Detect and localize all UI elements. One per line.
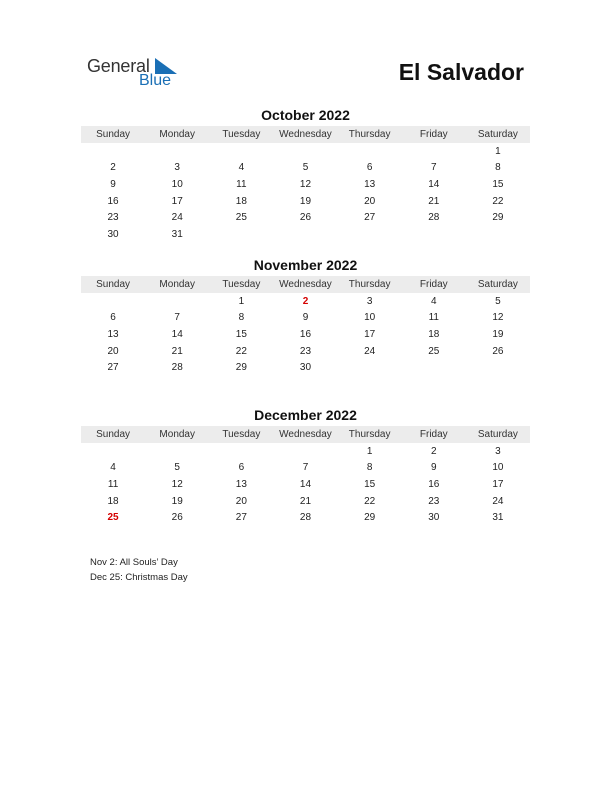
day-cell: 30 [107,228,119,240]
day-cell: 1 [495,145,501,157]
day-cell: 29 [235,362,247,374]
day-cell: 1 [238,295,245,307]
week-row [81,476,530,493]
holiday-notes [90,556,188,585]
day-cell: 7 [430,162,437,174]
day-cell: 14 [171,328,183,340]
day-cell: 7 [302,462,309,474]
weekday-label: Saturday [477,279,518,290]
day-cell: 3 [495,445,501,457]
day-cell: 18 [107,495,119,507]
day-cell: 22 [492,195,504,207]
day-cell: 31 [171,228,183,240]
day-cell: 27 [364,212,376,224]
day-cell: 5 [302,162,309,174]
day-cell: 8 [238,312,245,324]
weekday-header [81,276,530,293]
weekday-label: Wednesday [279,429,332,440]
day-cell: 4 [430,295,437,307]
month-title: December 2022 [254,407,357,423]
holiday-day-cell: 25 [107,512,119,524]
day-cell: 30 [428,512,440,524]
day-cell: 4 [110,462,116,474]
day-cell: 24 [171,212,183,224]
day-cell: 7 [174,312,180,324]
weekday-label: Monday [159,279,195,290]
weekday-label: Saturday [477,129,518,140]
day-cell: 16 [299,328,312,340]
week-row [81,493,530,510]
weekday-label: Wednesday [279,129,332,140]
week-row [81,226,530,243]
day-cell: 25 [235,212,247,224]
day-cell: 28 [171,362,183,374]
weekday-label: Monday [159,129,195,140]
day-cell: 14 [428,178,440,190]
day-cell: 21 [299,495,312,507]
day-cell: 23 [428,495,440,507]
day-cell: 25 [428,345,440,357]
day-cell: 28 [428,212,440,224]
day-cell: 16 [107,195,119,207]
day-cell: 20 [364,195,376,207]
day-cell: 19 [299,195,312,207]
day-cell: 3 [174,162,180,174]
weekday-label: Thursday [348,279,391,290]
week-row [81,460,530,477]
week-row [81,509,530,526]
week-row [81,326,530,343]
holiday-day-cell: 2 [302,295,309,307]
week-row [81,160,530,177]
day-cell: 17 [492,478,504,490]
day-cell: 2 [110,162,116,174]
day-cell: 10 [492,462,504,474]
day-cell: 19 [492,328,504,340]
day-cell: 9 [430,462,437,474]
month-november [81,256,530,376]
week-row [81,193,530,210]
day-cell: 17 [364,328,376,340]
week-row [81,176,530,193]
week-row [81,443,530,460]
day-cell: 12 [299,178,312,190]
holiday-note: Nov 2: All Souls’ Day [90,557,178,568]
day-cell: 29 [492,212,504,224]
day-cell: 24 [492,495,504,507]
weekday-label: Friday [419,279,448,290]
day-cell: 29 [364,512,376,524]
day-cell: 27 [235,512,247,524]
week-row [81,359,530,376]
month-title: November 2022 [253,257,358,273]
weekday-label: Thursday [348,129,391,140]
day-cell: 22 [235,345,247,357]
day-cell: 11 [107,478,119,490]
day-cell: 8 [366,462,373,474]
day-cell: 15 [364,478,376,490]
week-row [81,293,530,310]
day-cell: 23 [299,345,312,357]
day-cell: 16 [428,478,440,490]
day-cell: 9 [110,178,116,190]
day-cell: 3 [366,295,373,307]
month-december [81,406,530,526]
day-cell: 6 [110,312,116,324]
day-cell: 1 [366,445,373,457]
weekday-label: Sunday [96,129,131,140]
day-cell: 12 [492,312,504,324]
day-cell: 13 [107,328,119,340]
day-cell: 4 [238,162,245,174]
weekday-label: Wednesday [279,279,332,290]
day-cell: 18 [235,195,247,207]
logo-general-text: General [87,56,150,76]
day-cell: 31 [492,512,504,524]
day-cell: 11 [428,312,439,324]
weekday-label: Thursday [348,429,391,440]
day-cell: 27 [107,362,119,374]
day-cell: 17 [171,195,183,207]
day-cell: 21 [171,345,183,357]
day-cell: 2 [430,445,437,457]
day-cell: 13 [235,478,247,490]
day-cell: 15 [235,328,247,340]
week-row [81,143,530,160]
weekday-header [81,126,530,143]
holiday-note: Dec 25: Christmas Day [90,571,188,583]
weekday-header [81,426,530,443]
day-cell: 6 [366,162,373,174]
weekday-label: Tuesday [222,429,261,440]
day-cell: 19 [171,495,183,507]
weekday-label: Monday [159,429,195,440]
month-october [81,106,530,243]
logo-blue-text: Blue [139,72,172,89]
weekday-label: Tuesday [222,129,261,140]
day-cell: 14 [299,478,312,490]
day-cell: 26 [492,345,504,357]
day-cell: 28 [299,512,312,524]
day-cell: 13 [364,178,376,190]
logo [87,56,197,92]
weekday-label: Sunday [96,279,131,290]
day-cell: 11 [236,178,247,190]
day-cell: 26 [171,512,183,524]
day-cell: 30 [299,362,312,374]
day-cell: 5 [495,295,501,307]
day-cell: 21 [428,195,440,207]
day-cell: 10 [364,312,376,324]
day-cell: 10 [171,178,183,190]
day-cell: 15 [492,178,504,190]
weekday-label: Friday [419,429,448,440]
day-cell: 5 [174,462,180,474]
country-title: El Salvador [398,59,524,85]
week-row [81,209,530,226]
day-cell: 8 [495,162,501,174]
day-cell: 6 [238,462,245,474]
weekday-label: Friday [419,129,448,140]
weekday-label: Saturday [477,429,518,440]
weekday-label: Tuesday [222,279,261,290]
day-cell: 18 [428,328,440,340]
day-cell: 12 [171,478,183,490]
day-cell: 20 [107,345,119,357]
weekday-label: Sunday [96,429,131,440]
day-cell: 9 [302,312,309,324]
month-title: October 2022 [261,107,350,123]
day-cell: 22 [364,495,376,507]
day-cell: 23 [107,212,119,224]
day-cell: 26 [299,212,312,224]
day-cell: 24 [364,345,376,357]
week-row [81,343,530,360]
week-row [81,310,530,327]
day-cell: 20 [235,495,247,507]
